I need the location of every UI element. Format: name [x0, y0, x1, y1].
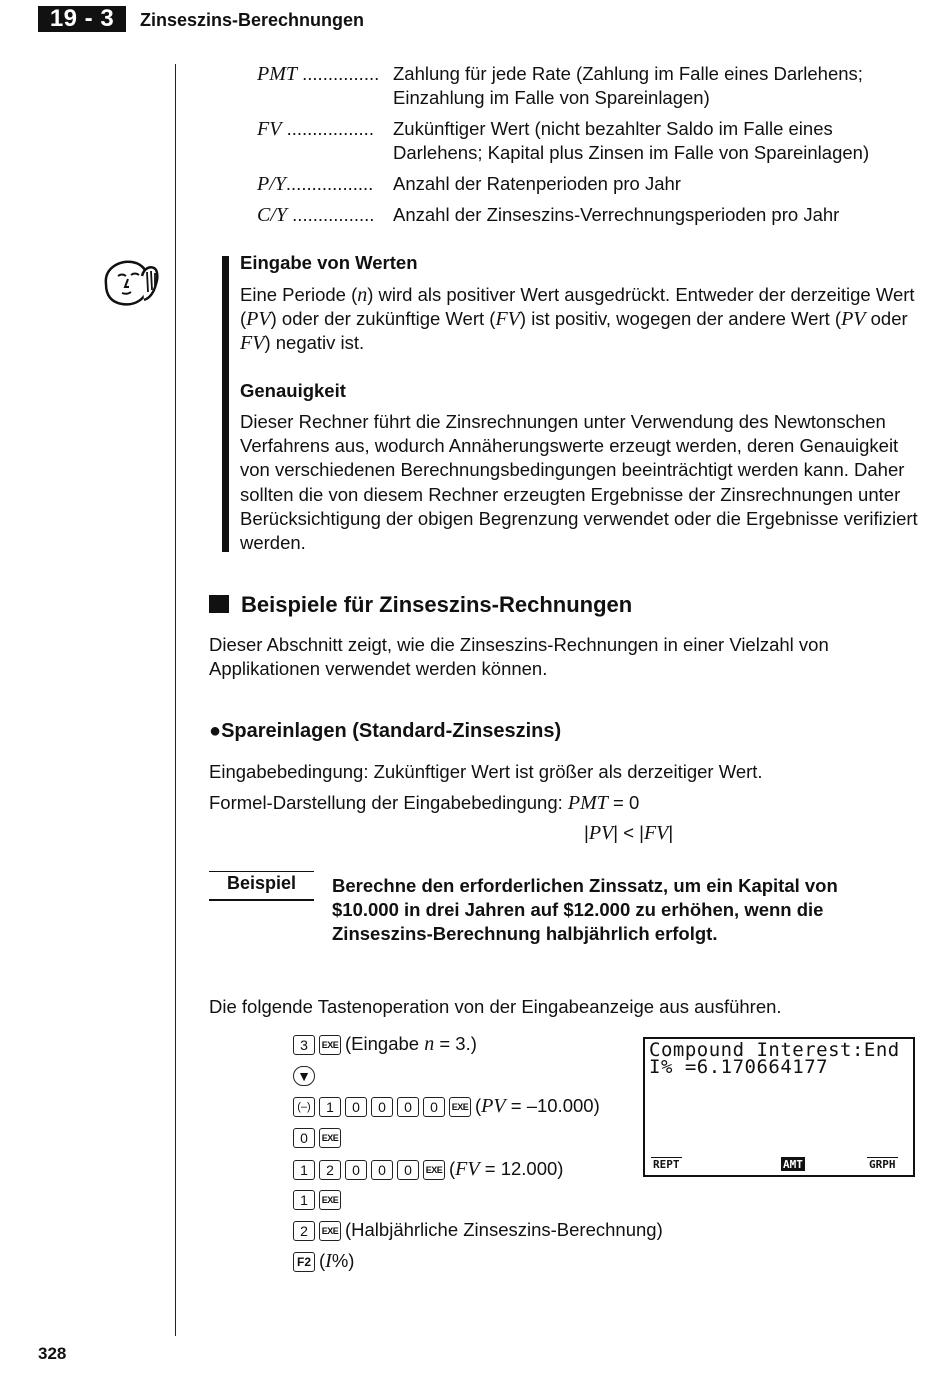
instruction-text: Die folgende Tastenoperation von der Eingabeanzeige aus ausführen. [209, 996, 782, 1017]
definition-description: Anzahl der Zinseszins-Verrechnungsperioden pro Jahr [393, 204, 840, 225]
note-paragraph: Eine Periode (n) wird als positiver Wert ausgedrückt. Entweder der derzeitige Wert (PV) oder der zukünftige Wert (FV) ist positiv, wogegen der andere Wert (PV oder FV) negativ ist. [240, 284, 915, 355]
exe-key: EXE [319, 1190, 341, 1210]
key-3: 3 [293, 1035, 315, 1055]
key-1: 1 [293, 1190, 315, 1210]
note-paragraph: Dieser Rechner führt die Zinsrechnungen unter Verwendung des Newtonschen Verfahrens aus, wodurch Annäherungswerte erzeugt werden, deren Genauigkeit von verschiedenen Berechnungsbedingungen beeinträchtigt werden kann. Daher sollten die von diesem Rechner erzeugten Ergebnisse der Zinsrechnungen unter Berücksichtigung der obigen Begrenzung verwendet oder die Ergebnisse verifiziert werden. [240, 411, 918, 554]
key-sequence-row: 2 EXE (Halbjährliche Zinseszins-Berechnung) [293, 1218, 663, 1242]
key-0: 0 [397, 1160, 419, 1180]
definition-term [257, 62, 379, 86]
exe-key: EXE [319, 1035, 341, 1055]
key-0: 0 [345, 1097, 367, 1117]
definition-term [257, 117, 374, 141]
calculator-screen [643, 1037, 915, 1177]
exe-key: EXE [319, 1221, 341, 1241]
formula-label: Formel-Darstellung der Eingabebedingung: PMT = 0 [209, 792, 640, 814]
key-sequence-row: 1 2 0 0 0 EXE (FV = 12.000) [293, 1157, 563, 1181]
key-0: 0 [397, 1097, 419, 1117]
key-sequence-row: F2 (I%) [293, 1249, 354, 1273]
note-sidebar-bar [222, 256, 229, 552]
page-number: 328 [38, 1344, 67, 1363]
key-sequence-row [293, 1063, 319, 1087]
leader-dots: ................ [287, 204, 375, 225]
key-sequence-row [293, 1125, 345, 1149]
leader-dots: ............... [297, 63, 380, 84]
exe-key: EXE [319, 1128, 341, 1148]
definition-description: Zukünftiger Wert (nicht bezahlter Saldo im Falle eines Darlehens; Kapital plus Zinsen im Falle von Spareinlagen) [393, 118, 870, 163]
definition-description: Zahlung für jede Rate (Zahlung im Falle eines Darlehens; Einzahlung im Falle von Spareinlagen) [393, 63, 863, 108]
variable-name: PMT [257, 63, 297, 85]
leader-dots: ................. [281, 118, 374, 139]
key-2: 2 [293, 1221, 315, 1241]
key-0: 0 [293, 1128, 315, 1148]
example-label-rule-bottom [209, 899, 314, 901]
key-1: 1 [293, 1160, 315, 1180]
key-1: 1 [319, 1097, 341, 1117]
fkey-grph: GRPH [869, 1158, 896, 1171]
section-title: Zinseszins-Berechnungen [140, 10, 365, 30]
section-heading: Beispiele für Zinseszins-Rechnungen [209, 592, 632, 618]
variable-name: FV [257, 118, 282, 140]
note-heading: Eingabe von Werten [240, 252, 418, 273]
fkey-rept: REPT [653, 1158, 680, 1171]
section-number-badge: 19 - 3 [38, 6, 126, 32]
key-0: 0 [371, 1160, 393, 1180]
key-sequence-row: 3 EXE (Eingabe n = 3.) [293, 1032, 477, 1056]
key-0: 0 [423, 1097, 445, 1117]
exe-key: EXE [449, 1097, 471, 1117]
screen-line: Compound Interest:End [649, 1039, 900, 1061]
margin-divider-line [175, 64, 176, 1336]
example-text: Berechne den erforderlichen Zinssatz, um ein Kapital von $10.000 in drei Jahren auf $12.000 zu erhöhen, wenn die Zinseszins-Berechnung halbjährlich erfolgt. [332, 875, 838, 944]
key-0: 0 [345, 1160, 367, 1180]
square-bullet-icon [209, 595, 229, 613]
fkey-amt: AMT [783, 1158, 803, 1171]
exe-key: EXE [423, 1160, 445, 1180]
key-sequence-row [293, 1187, 345, 1211]
input-condition: Eingabebedingung: Zukünftiger Wert ist größer als derzeitiger Wert. [209, 761, 763, 782]
formula-inequality: |PV| < |FV| [584, 822, 674, 844]
cursor-down-key-icon: ▼ [293, 1066, 315, 1086]
key-2: 2 [319, 1160, 341, 1180]
subsection-heading: ●Spareinlagen (Standard-Zinseszins) [209, 720, 562, 742]
f2-key: F2 [293, 1252, 315, 1272]
key-sequence-row: (–) 1 0 0 0 0 EXE (PV = –10.000) [293, 1094, 600, 1118]
example-label-rule-top [209, 871, 314, 872]
screen-line: I% =6.170664177 [649, 1056, 829, 1078]
definition-term [257, 203, 374, 227]
negative-key: (–) [293, 1097, 315, 1117]
note-heading: Genauigkeit [240, 380, 346, 401]
thinking-face-icon [98, 254, 164, 310]
variable-name: P/Y [257, 173, 286, 195]
definition-description: Anzahl der Ratenperioden pro Jahr [393, 173, 681, 194]
key-0: 0 [371, 1097, 393, 1117]
leader-dots: ................. [285, 173, 374, 194]
example-label: Beispiel [226, 873, 297, 893]
variable-name: C/Y [257, 204, 288, 226]
section-intro: Dieser Abschnitt zeigt, wie die Zinseszins-Rechnungen in einer Vielzahl von Applikationen verwendet werden können. [209, 634, 829, 679]
definition-term [257, 172, 373, 196]
